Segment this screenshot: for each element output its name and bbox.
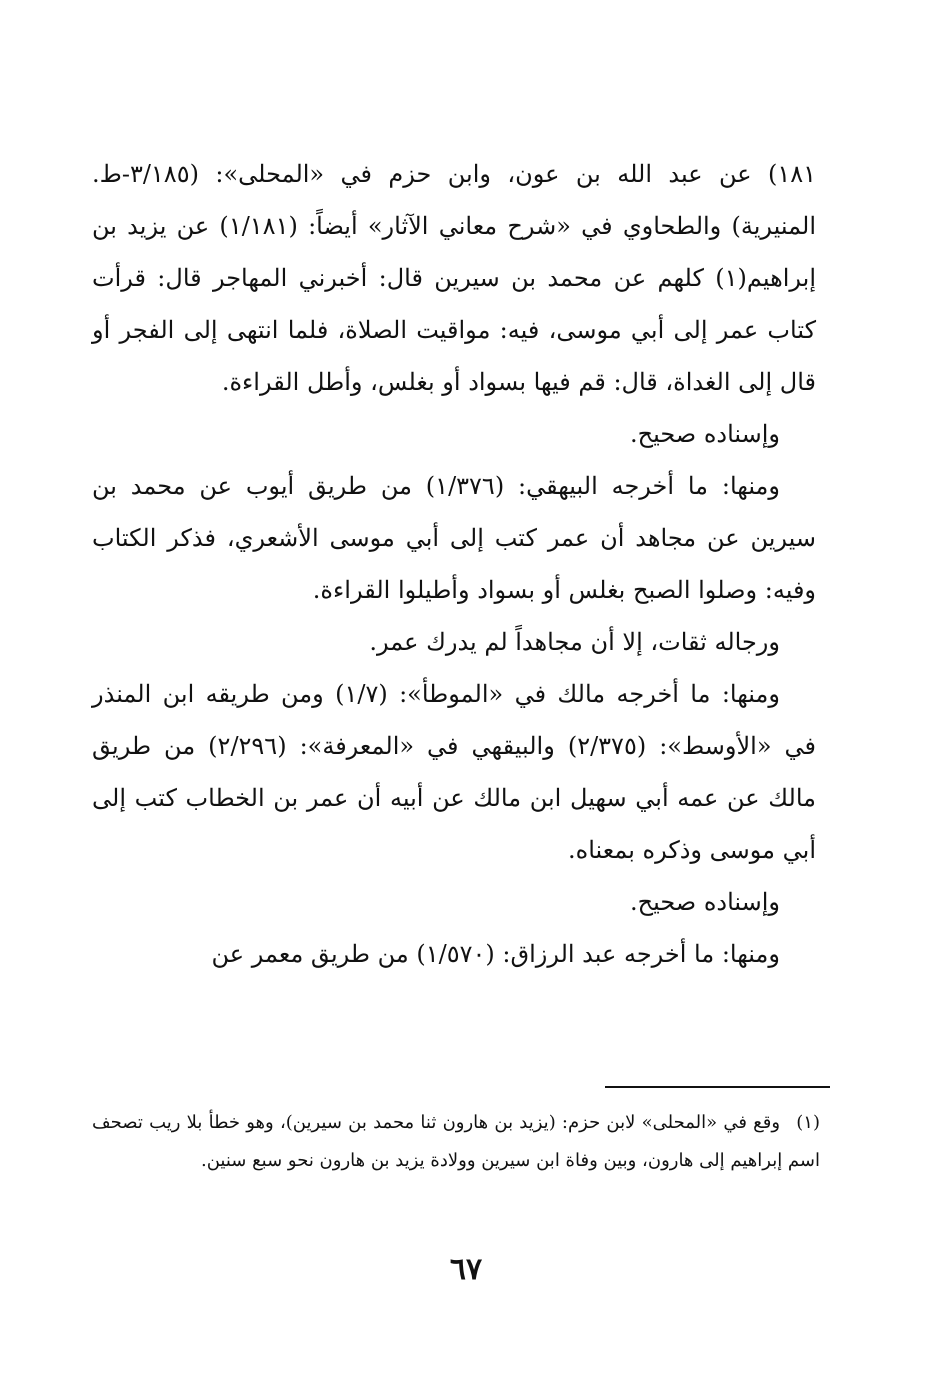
paragraph-continuation: ١٨١) عن عبد الله بن عون، وابن حزم في «المحلى»: (٣/١٨٥-ط. المنيرية) والطحاوي في «شرح معاني الآثار» أيضاً: (١/١٨١) عن يزيد بن إبراهيم(١) كلهم عن محمد بن سيرين قال: أخبرني المهاجر قال: قرأت كتاب عمر إلى أبي موسى، فيه: مواقيت الصلاة، فلما انتهى إلى الفجر أو قال إلى الغداة، قال: قم فيها بسواد أو بغلس، وأطل القراءة. xyxy=(92,160,816,396)
footnote xyxy=(92,1104,820,1180)
paragraph-isnad-sahih-2: وإسناده صحيح. xyxy=(629,888,780,916)
paragraph-isnad-sahih-1: وإسناده صحيح. xyxy=(629,420,780,448)
paragraph-bayhaqi: ومنها: ما أخرجه البيهقي: (١/٣٧٦) من طريق أيوب عن محمد بن سيرين عن مجاهد أن عمر كتب إلى أبي موسى الأشعري، فذكر الكتاب وفيه: وصلوا الصبح بغلس أو بسواد وأطيلوا القراءة. xyxy=(92,472,816,604)
paragraph-rijal-thiqat: ورجاله ثقات، إلا أن مجاهداً لم يدرك عمر. xyxy=(369,628,780,656)
paragraph-abdurrazzaq: ومنها: ما أخرجه عبد الرزاق: (١/٥٧٠) من طريق معمر عن xyxy=(211,940,780,968)
footnote-marker: (١) xyxy=(796,1112,820,1133)
paragraph-malik: ومنها: ما أخرجه مالك في «الموطأ»: (١/٧) ومن طريقه ابن المنذر في «الأوسط»: (٢/٣٧٥) والبيقهي في «المعرفة»: (٢/٢٩٦) من طريق مالك عن عمه أبي سهيل ابن مالك عن أبيه أن عمر بن الخطاب كتب إلى أبي موسى وذكره بمعناه. xyxy=(92,680,816,864)
footnote-divider xyxy=(605,1086,830,1088)
main-text xyxy=(92,148,816,980)
footnote-text: وقع في «المحلى» لابن حزم: (يزيد بن هارون ثنا محمد بن سيرين)، وهو خطأ بلا ريب تصحف اسم إبراهيم إلى هارون، وبين وفاة ابن سيرين وولادة يزيد بن هارون نحو سبع سنين. xyxy=(92,1112,820,1171)
page-number: ٦٧ xyxy=(449,1252,483,1287)
